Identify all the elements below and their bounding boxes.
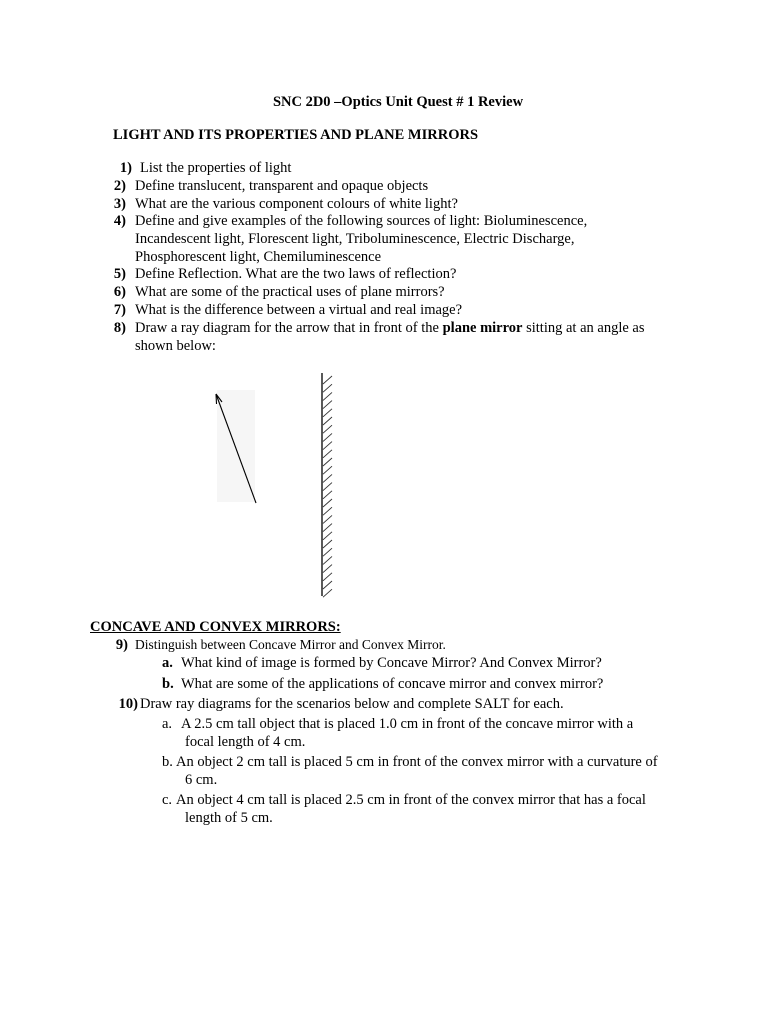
subquestion-text: What kind of image is formed by Concave Mirror? And Convex Mirror? <box>181 655 602 671</box>
subquestion-label: b. <box>162 676 174 692</box>
hatch-mark <box>323 474 332 482</box>
section-heading-light: LIGHT AND ITS PROPERTIES AND PLANE MIRRORS <box>113 127 479 143</box>
question-text: Define Reflection. What are the two laws of reflection? <box>135 266 457 282</box>
section-heading-mirrors: CONCAVE AND CONVEX MIRRORS: <box>90 619 341 635</box>
question-number: 2) <box>113 178 126 194</box>
subquestion-text: length of 5 cm. <box>185 810 273 826</box>
question-text: What are some of the practical uses of plane mirrors? <box>135 284 445 300</box>
question-text: Define translucent, transparent and opaque objects <box>135 178 429 194</box>
subquestion-text: A 2.5 cm tall object that is placed 1.0 cm in front of the concave mirror with a <box>181 716 634 732</box>
mirror-hatching <box>323 376 332 597</box>
hatch-mark <box>323 401 332 409</box>
hatch-mark <box>323 433 332 441</box>
question-number: 1) <box>119 160 132 176</box>
hatch-mark <box>323 491 332 499</box>
hatch-mark <box>323 417 332 425</box>
hatch-mark <box>323 392 332 400</box>
hatch-mark <box>323 384 332 392</box>
question-text: Define and give examples of the following sources of light: Bioluminescence, <box>135 213 588 229</box>
hatch-mark <box>323 565 332 573</box>
subquestion-label: c. <box>162 792 173 808</box>
subquestion-text: 6 cm. <box>185 772 218 788</box>
question-text: Draw a ray diagram for the arrow that in front of the plane mirror sitting at an angle as <box>135 320 645 336</box>
question-number: 3) <box>113 196 126 212</box>
question-number: 8) <box>113 320 126 336</box>
subquestion-label: a. <box>162 716 173 732</box>
hatch-mark <box>323 573 332 581</box>
hatch-mark <box>323 425 332 433</box>
question-number: 6) <box>113 284 126 300</box>
subquestion-text: What are some of the applications of concave mirror and convex mirror? <box>181 676 604 692</box>
hatch-mark <box>323 515 332 523</box>
question-number: 5) <box>113 266 126 282</box>
question-text: Distinguish between Concave Mirror and Convex Mirror. <box>135 637 446 652</box>
hatch-mark <box>323 532 332 540</box>
question-text: What is the difference between a virtual and real image? <box>135 302 463 318</box>
question-number: 7) <box>113 302 126 318</box>
emphasis-plane-mirror: plane mirror <box>442 320 523 336</box>
question-number: 9) <box>115 637 128 653</box>
hatch-mark <box>323 548 332 556</box>
question-number: 10) <box>118 696 138 712</box>
question-text: Incandescent light, Florescent light, Triboluminescence, Electric Discharge, <box>135 231 575 247</box>
hatch-mark <box>323 450 332 458</box>
subquestion-text: An object 2 cm tall is placed 5 cm in front of the convex mirror with a curvature of <box>176 754 658 770</box>
subquestion-label: b. <box>162 754 173 770</box>
subquestion-text: An object 4 cm tall is placed 2.5 cm in front of the convex mirror that has a focal <box>176 792 646 808</box>
question-text: Phosphorescent light, Chemiluminescence <box>135 249 382 265</box>
hatch-mark <box>323 524 332 532</box>
question-number: 4) <box>113 213 126 229</box>
subquestion-label: a. <box>162 655 173 671</box>
hatch-mark <box>323 483 332 491</box>
question-text: List the properties of light <box>140 160 292 176</box>
hatch-mark <box>323 376 332 384</box>
hatch-mark <box>323 556 332 564</box>
hatch-mark <box>323 540 332 548</box>
question-text: What are the various component colours of white light? <box>135 196 458 212</box>
hatch-mark <box>323 466 332 474</box>
subquestion-text: focal length of 4 cm. <box>185 734 306 750</box>
hatch-mark <box>323 507 332 515</box>
page-title: SNC 2D0 –Optics Unit Quest # 1 Review <box>272 94 524 110</box>
question-text: shown below: <box>135 338 216 354</box>
hatch-mark <box>323 581 332 589</box>
hatch-mark <box>323 589 332 597</box>
hatch-mark <box>323 458 332 466</box>
hatch-mark <box>323 409 332 417</box>
question-text: Draw ray diagrams for the scenarios below and complete SALT for each. <box>140 696 564 712</box>
hatch-mark <box>323 499 332 507</box>
hatch-mark <box>323 442 332 450</box>
